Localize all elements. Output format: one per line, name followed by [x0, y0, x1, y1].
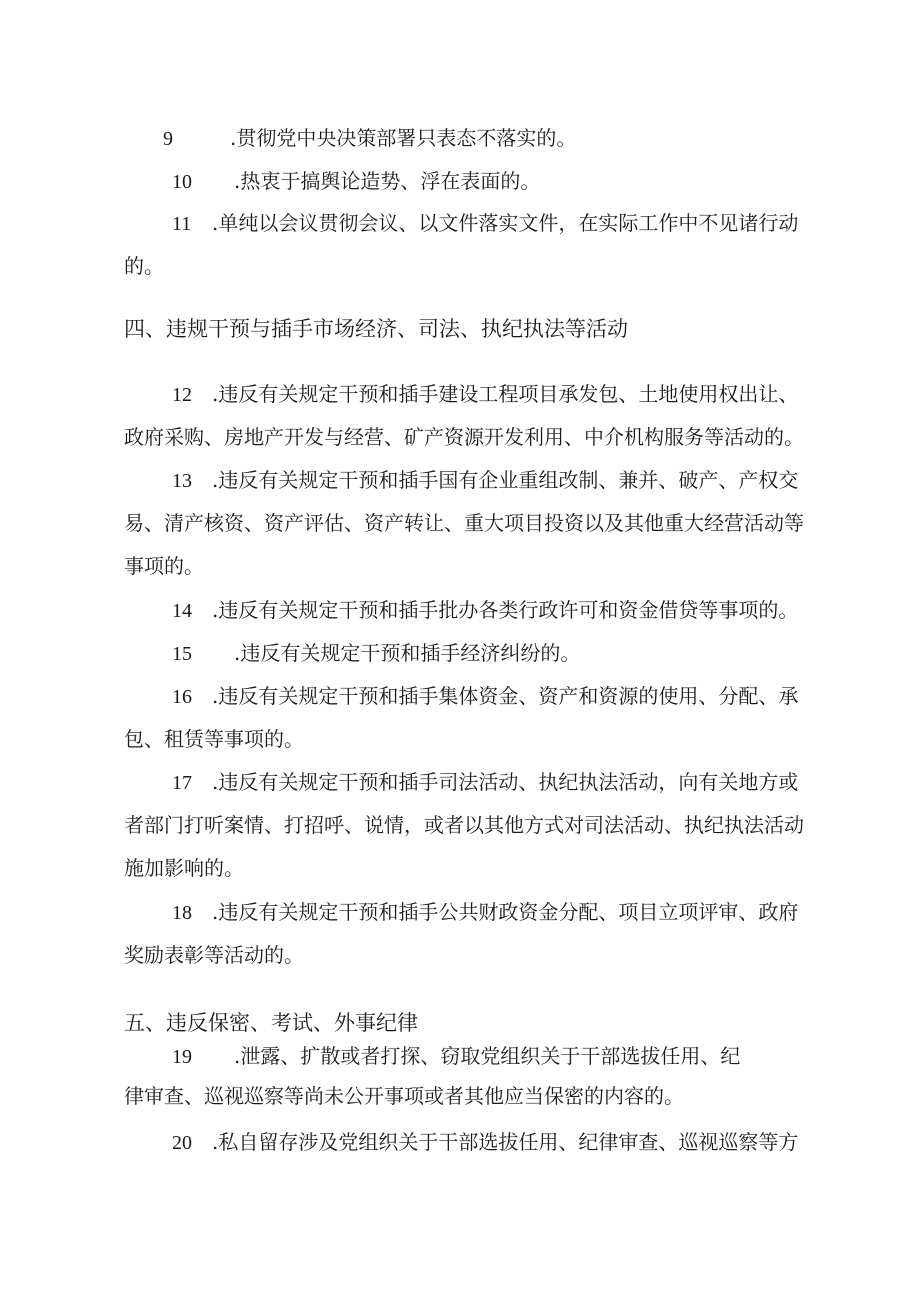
- item-text: .泄露、扩散或者打探、窃取党组织关于干部选拔任用、纪: [234, 1044, 741, 1068]
- item-text: .违反有关规定干预和插手集体资金、资产和资源的使用、分配、承: [212, 684, 799, 708]
- item-text: .违反有关规定干预和插手经济纠纷的。: [234, 641, 581, 665]
- item-18-line-1: [172, 899, 798, 926]
- item-16-line-1: [172, 683, 798, 710]
- item-9-line-1: [163, 125, 576, 152]
- item-11-line-1: [172, 210, 798, 237]
- item-15-line-1: [172, 640, 580, 667]
- item-13-line-3: 事项的。: [124, 554, 204, 578]
- item-16-line-2: 包、租赁等事项的。: [124, 727, 304, 751]
- item-text: .违反有关规定干预和插手司法活动、执纪执法活动，向有关地方或: [212, 770, 799, 794]
- section-heading-4: 四、违规干预与插手市场经济、司法、执纪执法等活动: [124, 317, 628, 341]
- item-number: 14: [172, 600, 192, 622]
- item-13-line-2: 易、清产核资、资产评估、资产转让、重大项目投资以及其他重大经营活动等: [124, 511, 804, 535]
- item-number: 10: [172, 171, 192, 193]
- item-13-line-1: [172, 467, 798, 494]
- item-text: .违反有关规定干预和插手批办各类行政许可和资金借贷等事项的。: [212, 598, 799, 622]
- item-number: 15: [172, 643, 192, 665]
- item-number: 11: [172, 213, 192, 235]
- item-10-line-1: [172, 168, 540, 195]
- item-number: 9: [163, 128, 173, 150]
- item-12-line-1: [172, 381, 798, 408]
- item-17-line-2: 者部门打听案情、打招呼、说情，或者以其他方式对司法活动、执纪执法活动: [124, 813, 804, 837]
- item-17-line-1: [172, 769, 798, 796]
- item-text: .私自留存涉及党组织关于干部选拔任用、纪律审查、巡视巡察等方: [212, 1130, 799, 1154]
- item-number: 20: [172, 1132, 192, 1154]
- item-text: .违反有关规定干预和插手国有企业重组改制、兼并、破产、产权交: [212, 468, 799, 492]
- item-number: 13: [172, 470, 192, 492]
- item-18-line-2: 奖励表彰等活动的。: [124, 943, 304, 967]
- item-text: .贯彻党中央决策部署只表态不落实的。: [230, 126, 577, 150]
- item-text: .热衷于搞舆论造势、浮在表面的。: [234, 169, 541, 193]
- item-number: 18: [172, 902, 192, 924]
- item-number: 19: [172, 1046, 192, 1068]
- section-heading-5: 五、违反保密、考试、外事纪律: [124, 1011, 418, 1035]
- item-number: 12: [172, 384, 192, 406]
- item-11-line-2: 的。: [124, 254, 164, 278]
- item-text: .单纯以会议贯彻会议、以文件落实文件，在实际工作中不见诸行动: [212, 211, 799, 235]
- item-text: .违反有关规定干预和插手建设工程项目承发包、土地使用权出让、: [212, 382, 799, 406]
- item-20-line-1: [172, 1129, 798, 1156]
- item-17-line-3: 施加影响的。: [124, 856, 244, 880]
- item-14-line-1: [172, 597, 798, 624]
- item-12-line-2: 政府采购、房地产开发与经营、矿产资源开发利用、中介机构服务等活动的。: [124, 425, 804, 449]
- item-19-line-1: [172, 1043, 740, 1070]
- item-number: 16: [172, 686, 192, 708]
- item-19-line-2: 律审查、巡视巡察等尚未公开事项或者其他应当保密的内容的。: [124, 1084, 684, 1108]
- item-text: .违反有关规定干预和插手公共财政资金分配、项目立项评审、政府: [212, 900, 799, 924]
- item-number: 17: [172, 772, 192, 794]
